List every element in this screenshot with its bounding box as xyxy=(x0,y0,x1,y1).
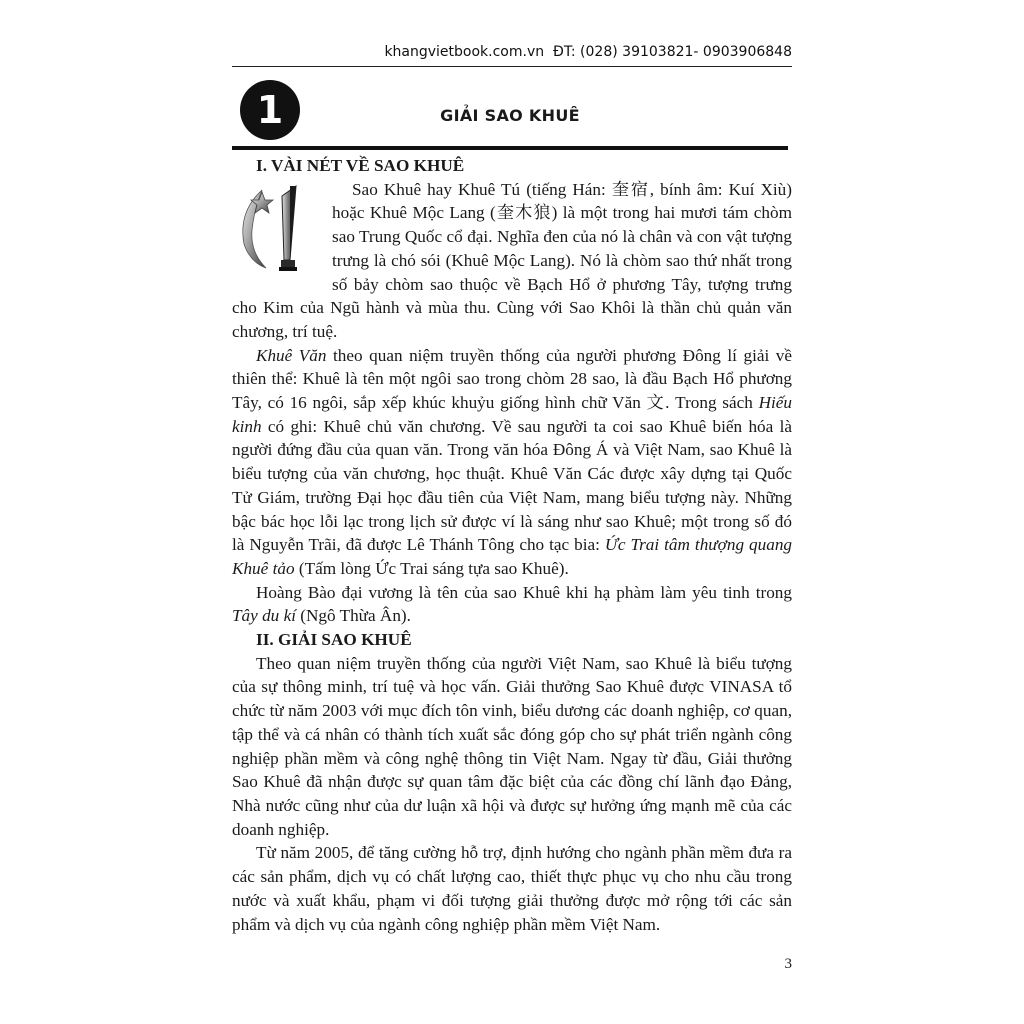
page-content xyxy=(232,154,792,936)
page-header xyxy=(232,44,792,60)
chapter-number-badge: 1 xyxy=(240,80,300,140)
page-number: 3 xyxy=(784,956,792,972)
header-contact: ĐT: (028) 39103821- 0903906848 xyxy=(553,44,792,60)
section1-paragraph-2: Khuê Văn theo quan niệm truyền thống của người phương Đông lí giải về thiên thể: Khuê là tên một ngôi sao trong chòm 28 sao, là đầu Bạch Hổ phương Tây, có 16 ngôi, sắp xếp khúc khuỷu giống hình chữ Văn 文. Trong sách Hiếu kinh có ghi: Khuê chủ văn chương. Về sau người ta coi sao Khuê biến hóa là người đứng đầu của quan văn. Trong văn hóa Đông Á và Việt Nam, sao Khuê là biểu tượng của văn chương, học thuật. Khuê Văn Các được xây dựng tại Quốc Tử Giám, trường Đại học đầu tiên của Việt Nam, mang biểu tượng này. Những bậc bác học lỗi lạc trong lịch sử được ví là sáng như sao Khuê; một trong số đó là Nguyễn Trãi, đã được Lê Thánh Tông cho tạc bia: Ức Trai tâm thượng quang Khuê tảo (Tấm lòng Ức Trai sáng tựa sao Khuê). xyxy=(232,345,793,578)
header-divider xyxy=(232,66,792,67)
section1-paragraph-1: Sao Khuê hay Khuê Tú (tiếng Hán: 奎宿, bính âm: Kuí Xiù) hoặc Khuê Mộc Lang (奎木狼) là một trong hai mươi tám chòm sao Trung Quốc cổ đại. Nghĩa đen của nó là chân và con vật tượng trưng là chó sói (Khuê Mộc Lang). Nó là chòm sao thứ nhất trong số bảy chòm sao thuộc về Bạch Hổ ở phương Tây, tượng trưng cho Kim của Ngũ hành và mùa thu. Cùng với Sao Khôi là thần chủ quản văn chương, trí tuệ. xyxy=(232,179,792,341)
section-heading-2: II. GIẢI SAO KHUÊ xyxy=(256,630,412,650)
title-divider xyxy=(232,146,788,150)
star-trophy-icon xyxy=(232,182,324,280)
section2-paragraph-1: Theo quan niệm truyền thống của người Việt Nam, sao Khuê là biểu tượng của sự thông minh, trí tuệ và học vấn. Giải thưởng Sao Khuê được VINASA tổ chức từ năm 2003 với mục đích tôn vinh, biểu dương các doanh nghiệp, cơ quan, tập thể và cá nhân có thành tích xuất sắc đóng góp cho sự phát triển ngành công nghiệp phần mềm và công nghệ thông tin Việt Nam. Ngay từ đầu, Giải thưởng Sao Khuê đã nhận được sự quan tâm đặc biệt của các đồng chí lãnh đạo Đảng, Nhà nước cũng như của dư luận xã hội và được sự hưởng ứng mạnh mẽ của các doanh nghiệp. xyxy=(232,653,792,839)
header-site: khangvietbook.com.vn xyxy=(384,44,545,60)
section1-paragraph-3: Hoàng Bào đại vương là tên của sao Khuê khi hạ phàm làm yêu tinh trong Tây du kí (Ngô Thừa Ân). xyxy=(232,582,792,626)
chapter-title: GIẢI SAO KHUÊ xyxy=(440,106,580,125)
section2-paragraph-2: Từ năm 2005, để tăng cường hỗ trợ, định hướng cho ngành phần mềm đưa ra các sản phẩm, dịch vụ có chất lượng cao, thiết thực phục vụ cho nhu cầu trong nước và xuất khẩu, phạm vi đối tượng giải thưởng được mở rộng tới các sản phẩm và dịch vụ của ngành công nghiệp phần mềm Việt Nam. xyxy=(232,843,792,934)
section-heading-1: I. VÀI NÉT VỀ SAO KHUÊ xyxy=(256,156,465,175)
